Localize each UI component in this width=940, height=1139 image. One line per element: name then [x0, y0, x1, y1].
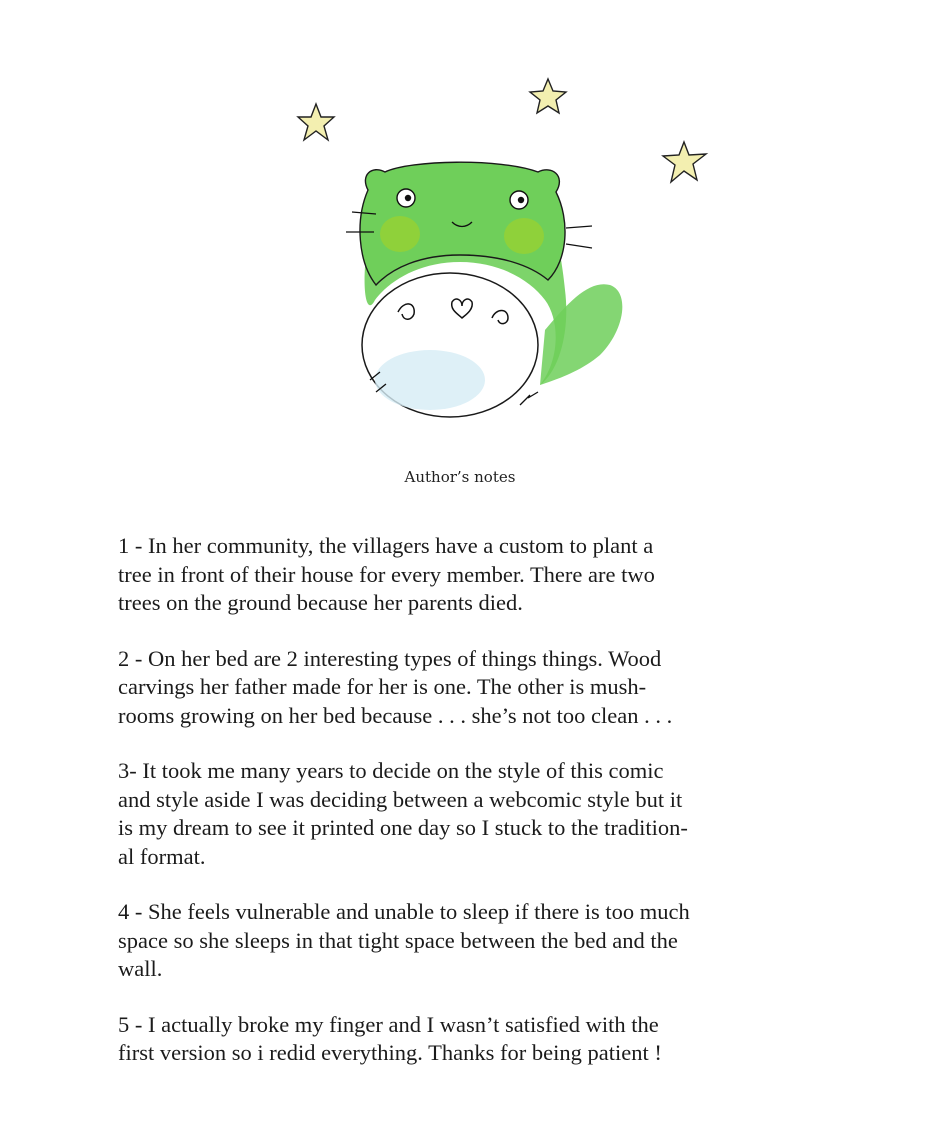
star-icon [530, 79, 566, 113]
creature-body [346, 162, 622, 417]
note-1: 1 - In her community, the villagers have a custom to plant a tree in front of their house for every member. There are two trees on the ground because her parents died. [118, 533, 655, 615]
note-2: 2 - On her bed are 2 interesting types of things things. Wood carvings her father made for her is one. The other is mush- rooms growing on her bed because . . . she’s not too clean . . . [118, 645, 673, 728]
star-icon [298, 104, 334, 140]
note-4: 4 - She feels vulnerable and unable to sleep if there is too much space so she sleeps in that tight space between the bed and the wall. [118, 899, 690, 981]
notes-list [118, 532, 818, 1095]
note-3: 3- It took me many years to decide on the style of this comic and style aside I was deciding between a webcomic style but it is my dream to see it printed one day so I stuck to the tradition- al format. [118, 758, 688, 869]
note-5: 5 - I actually broke my finger and I wasn’t satisfied with the first version so i redid everything. Thanks for being patient ! [118, 1011, 662, 1065]
star-icon [663, 142, 706, 182]
authors-notes-caption: Author’s notes [404, 468, 516, 486]
creature-illustration [270, 60, 730, 440]
